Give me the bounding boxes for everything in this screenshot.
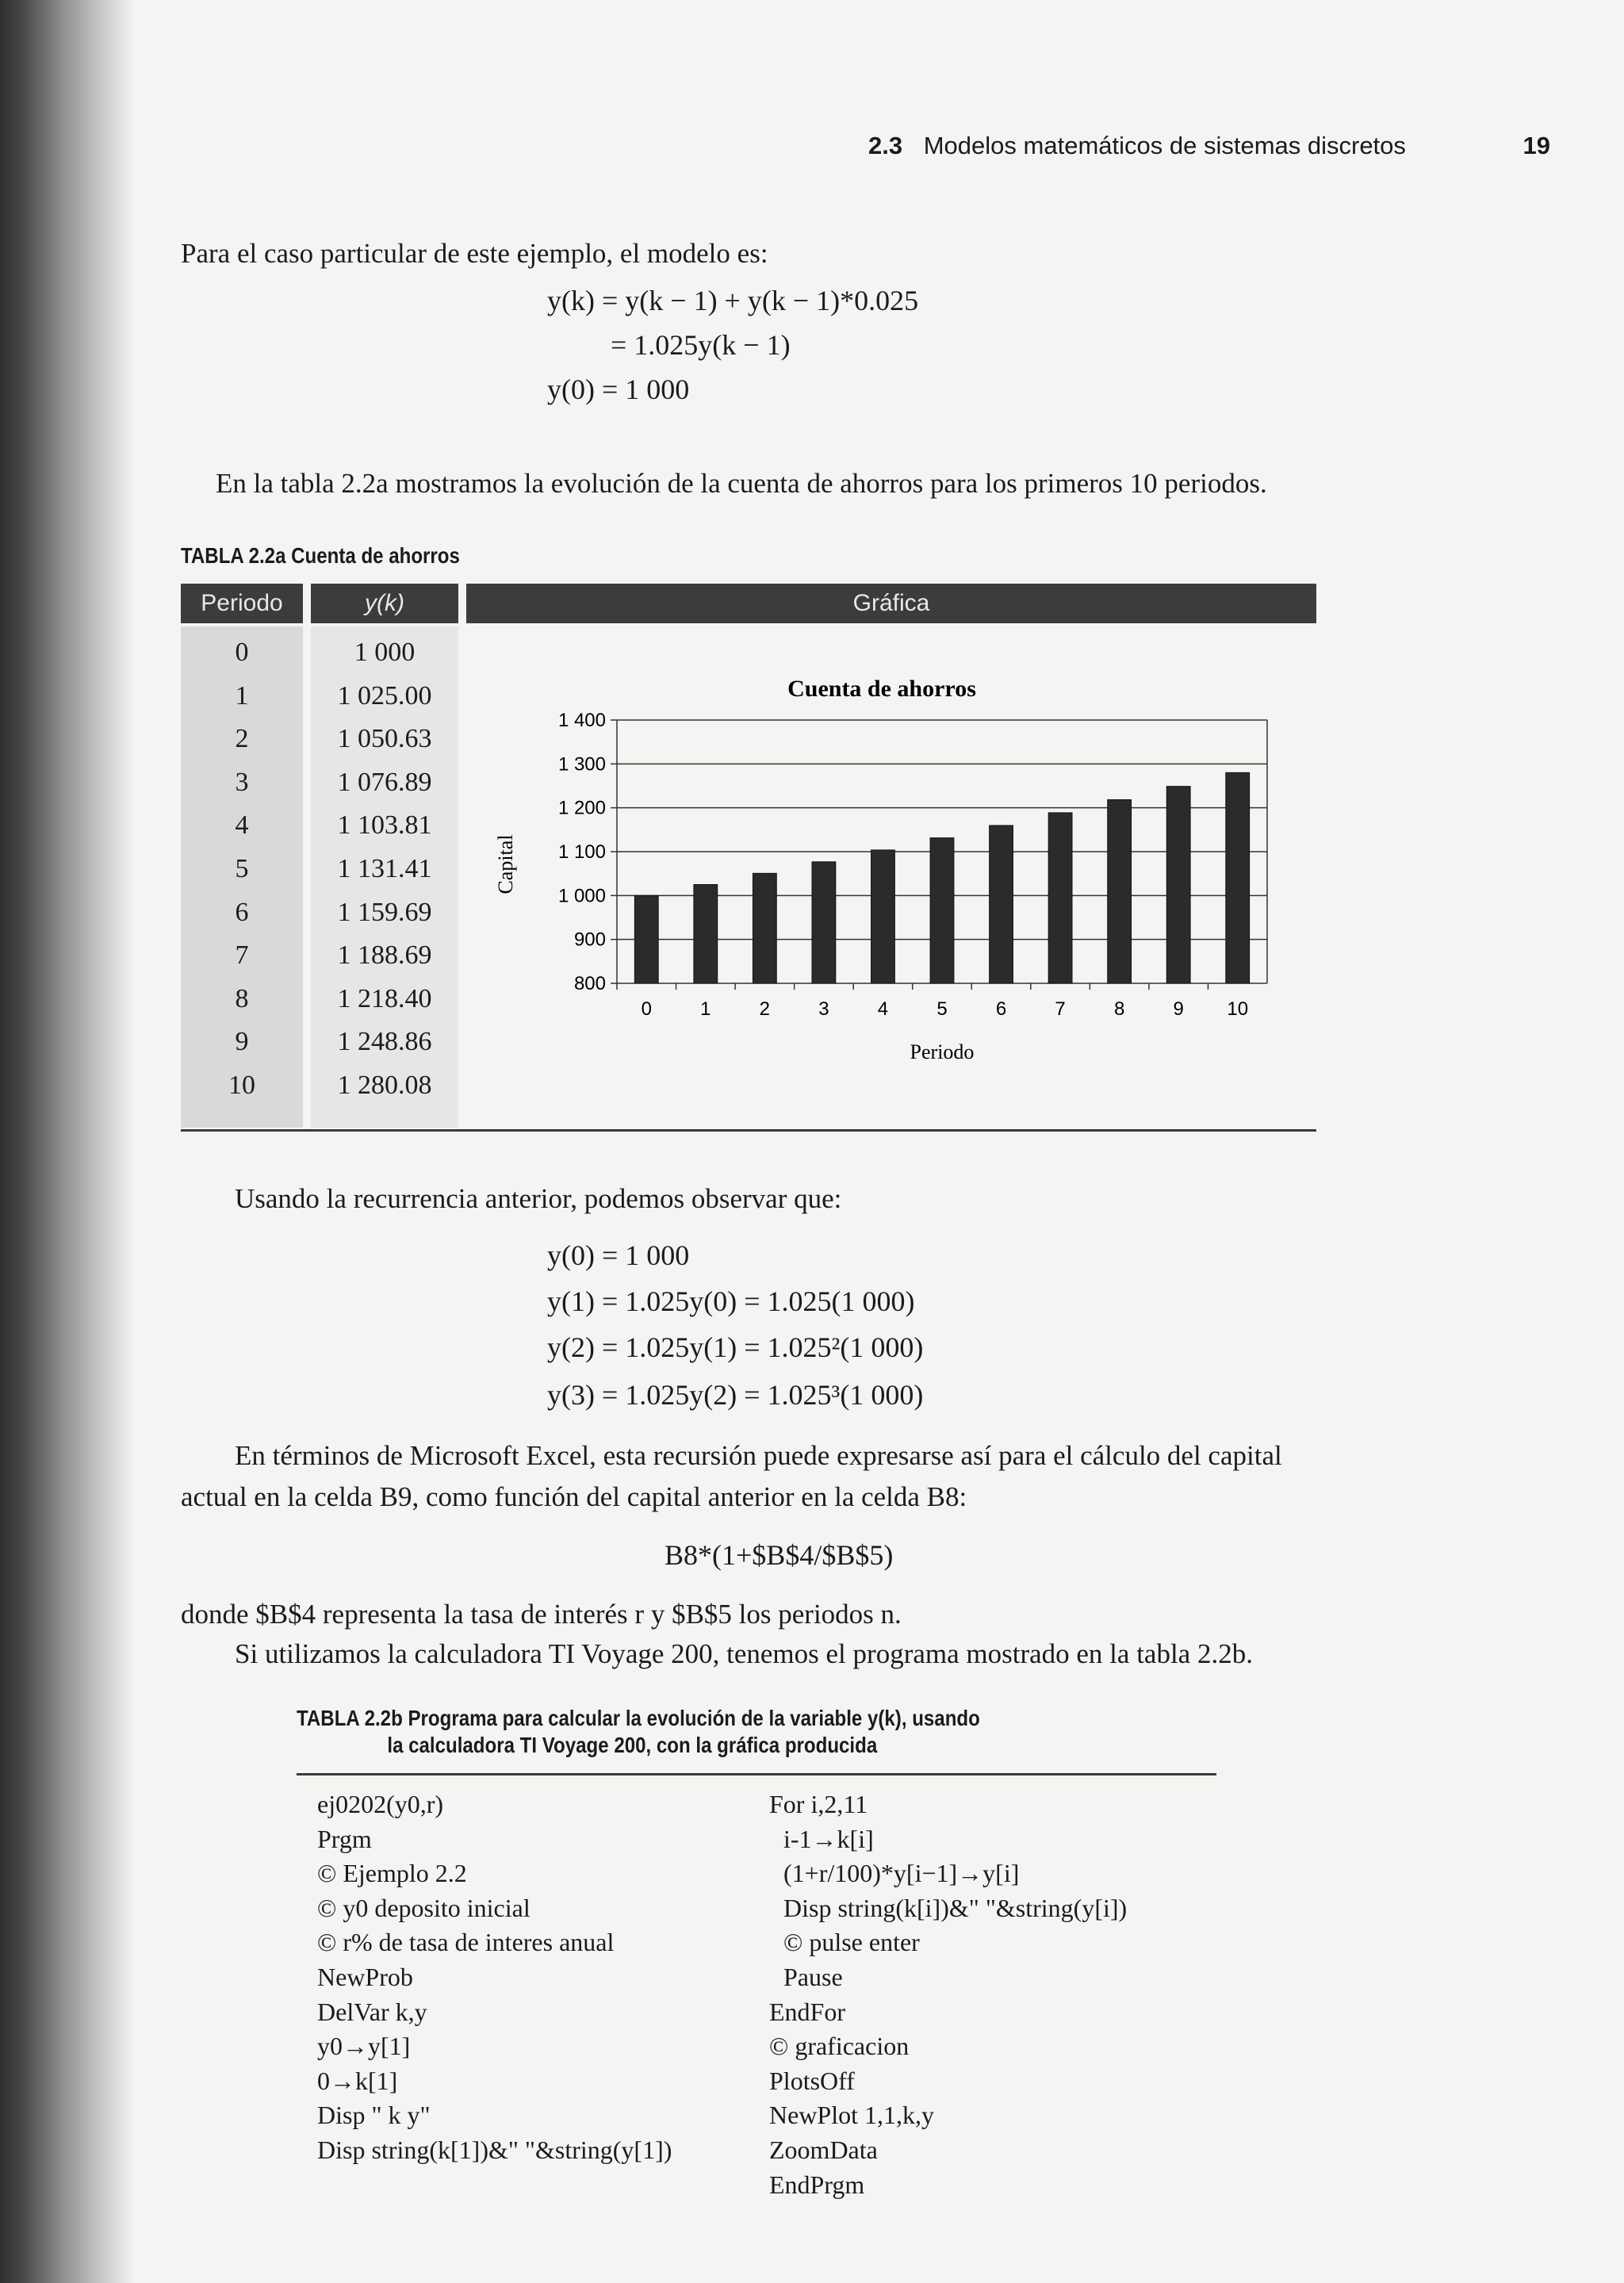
x-tick-label: 1 <box>700 998 711 1020</box>
code-line: EndPrgm <box>769 2170 865 2199</box>
bars <box>634 772 1249 983</box>
x-tick-labels <box>617 983 1248 1020</box>
code-line: (1+r/100)*y[i−1]→y[i] <box>783 1859 1020 1888</box>
period-cell: 2 <box>235 724 249 754</box>
ti-paragraph: Si utilizamos la calculadora TI Voyage 200, tenemos el programa mostrado en la tabla 2.2b. <box>235 1638 1253 1669</box>
x-tick-label: 6 <box>995 998 1007 1020</box>
y-tick-label: 1 200 <box>557 797 606 819</box>
recurrence-equation-3: y(3) = 1.025y(2) = 1.025³(1 000) <box>547 1379 924 1411</box>
code-line: Disp string(k[i])&" "&string(y[i]) <box>783 1893 1128 1922</box>
section-title: Modelos matemáticos de sistemas discretos <box>923 132 1406 159</box>
scan-binding-shadow <box>0 0 135 2283</box>
section-number: 2.3 <box>868 132 903 159</box>
recurrence-equation-2: y(2) = 1.025y(1) = 1.025²(1 000) <box>547 1331 924 1363</box>
recurrence-equation-1: y(1) = 1.025y(0) = 1.025(1 000) <box>547 1285 915 1317</box>
table-b-title-line-1: Programa para calcular la evolución de la variable y(k), usando <box>408 1706 980 1730</box>
x-tick-label: 10 <box>1227 998 1249 1020</box>
yk-value-cell: 1 218.40 <box>337 983 432 1013</box>
table-b-top-rule <box>297 1773 1216 1775</box>
yk-value-cell: 1 103.81 <box>337 810 432 841</box>
x-tick-label: 3 <box>818 998 829 1020</box>
savings-bar-chart <box>466 626 1316 1134</box>
table-a-label: TABLA 2.2a <box>181 543 286 568</box>
table-b-title-line-2: la calculadora TI Voyage 200, con la gráfica producida <box>387 1733 878 1757</box>
period-cell: 8 <box>235 983 249 1013</box>
running-header <box>868 132 1550 160</box>
code-line: 0→k[1] <box>317 2066 398 2095</box>
y-tick-label: 1 000 <box>557 885 606 907</box>
code-listing-right <box>769 1787 1127 2202</box>
bar-period-9 <box>1166 787 1190 983</box>
y-tick-label: 1 400 <box>557 710 606 731</box>
bar-period-5 <box>930 838 954 983</box>
code-line: NewPlot 1,1,k,y <box>769 2101 934 2130</box>
table-a-bottom-rule <box>181 1129 1316 1132</box>
code-line: PlotsOff <box>769 2066 855 2095</box>
code-line: Pause <box>783 1962 843 1991</box>
table-a-caption <box>181 542 460 569</box>
bar-period-3 <box>812 862 836 983</box>
x-tick-label: 2 <box>759 998 771 1020</box>
code-line: © Ejemplo 2.2 <box>317 1859 467 1888</box>
code-line: Prgm <box>317 1824 372 1853</box>
chart-y-axis-label: Capital <box>494 834 517 894</box>
code-line: For i,2,11 <box>769 1790 868 1818</box>
period-cell: 9 <box>235 1027 249 1057</box>
yk-value-cell: 1 076.89 <box>337 767 432 797</box>
yk-value-cell: 1 188.69 <box>337 940 432 971</box>
donde-paragraph: donde $B$4 representa la tasa de interés r y $B$5 los periodos n. <box>181 1599 902 1630</box>
yk-value-cell: 1 159.69 <box>337 897 432 927</box>
excel-paragraph-line-2: actual en la celda B9, como función del capital anterior en la celda B8: <box>181 1481 967 1512</box>
intro-paragraph: Para el caso particular de este ejemplo, el modelo es: <box>181 238 768 269</box>
recurrence-equation-0: y(0) = 1 000 <box>547 1239 690 1271</box>
y-tick-labels <box>558 710 606 994</box>
x-tick-label: 9 <box>1173 998 1184 1020</box>
table-a-title: Cuenta de ahorros <box>291 543 460 568</box>
bar-period-7 <box>1048 813 1072 983</box>
y-tick-label: 1 100 <box>557 841 606 863</box>
yk-value-cell: 1 248.86 <box>337 1027 432 1057</box>
model-equation-1: y(k) = y(k − 1) + y(k − 1)*0.025 <box>547 285 919 316</box>
period-cell: 6 <box>235 897 249 927</box>
code-line: NewProb <box>317 1962 413 1991</box>
period-cell: 0 <box>235 638 249 667</box>
code-line: Disp " k y" <box>317 2101 431 2130</box>
y-tick-label: 800 <box>573 973 606 994</box>
period-cell: 5 <box>235 853 249 883</box>
excel-paragraph-line-1: En términos de Microsoft Excel, esta recursión puede expresarse así para el cálculo del capital <box>235 1440 1282 1471</box>
period-cell: 3 <box>235 767 249 797</box>
bar-period-2 <box>753 873 776 983</box>
bar-period-6 <box>990 825 1013 983</box>
col-header-grafica: Gráfica <box>466 584 1316 623</box>
code-line: Disp string(k[1])&" "&string(y[1]) <box>317 2135 672 2164</box>
period-cell: 10 <box>228 1070 255 1100</box>
table-b-caption <box>297 1705 980 1759</box>
code-listing-left <box>317 1787 672 2168</box>
code-line: i-1→k[i] <box>783 1824 874 1853</box>
code-line: © r% de tasa de interes anual <box>317 1928 615 1957</box>
recurrence-intro: Usando la recurrencia anterior, podemos observar que: <box>235 1183 842 1214</box>
code-line: ej0202(y0,r) <box>317 1790 444 1818</box>
y-tick-label: 1 300 <box>557 753 606 776</box>
table-intro-paragraph: En la tabla 2.2a mostramos la evolución de la cuenta de ahorros para los primeros 10 periodos. <box>216 468 1267 499</box>
col-header-periodo: Periodo <box>181 584 303 623</box>
bar-period-1 <box>694 885 718 984</box>
period-cell: 4 <box>235 810 249 841</box>
bar-period-8 <box>1108 799 1132 983</box>
code-line: y0→y[1] <box>317 2032 411 2061</box>
period-cell: 7 <box>235 940 249 971</box>
x-tick-label: 0 <box>641 998 652 1020</box>
yk-value-cell: 1 131.41 <box>337 853 432 883</box>
chart-title: Cuenta de ahorros <box>787 676 976 702</box>
excel-formula: B8*(1+$B$4/$B$5) <box>665 1539 894 1571</box>
x-tick-label: 7 <box>1055 998 1066 1020</box>
code-line: ZoomData <box>769 2135 878 2164</box>
code-line: © graficacion <box>769 2032 910 2061</box>
model-equation-2: = 1.025y(k − 1) <box>611 329 791 361</box>
page-number: 19 <box>1522 132 1550 159</box>
y-tick-label: 900 <box>573 929 606 951</box>
x-tick-label: 4 <box>877 998 889 1020</box>
code-line: © y0 deposito inicial <box>317 1893 530 1922</box>
yk-value-cell: 1 000 <box>354 638 416 667</box>
period-cell: 1 <box>235 680 249 711</box>
code-line: EndFor <box>769 1997 845 2026</box>
code-line: DelVar k,y <box>317 1997 427 2026</box>
bar-period-4 <box>871 850 895 983</box>
bar-period-0 <box>634 895 658 983</box>
x-tick-label: 8 <box>1113 998 1125 1020</box>
table-b-label: TABLA 2.2b <box>297 1706 403 1730</box>
periodo-column <box>181 631 303 1108</box>
chart-x-axis-label: Periodo <box>910 1040 975 1063</box>
yk-column <box>311 631 458 1108</box>
yk-value-cell: 1 025.00 <box>337 680 432 711</box>
model-equation-3: y(0) = 1 000 <box>547 373 690 405</box>
x-tick-label: 5 <box>936 998 948 1020</box>
bar-period-10 <box>1226 772 1250 983</box>
code-line: © pulse enter <box>783 1928 920 1957</box>
col-header-yk: y(k) <box>311 584 458 623</box>
yk-value-cell: 1 280.08 <box>337 1070 432 1100</box>
yk-value-cell: 1 050.63 <box>337 724 432 754</box>
